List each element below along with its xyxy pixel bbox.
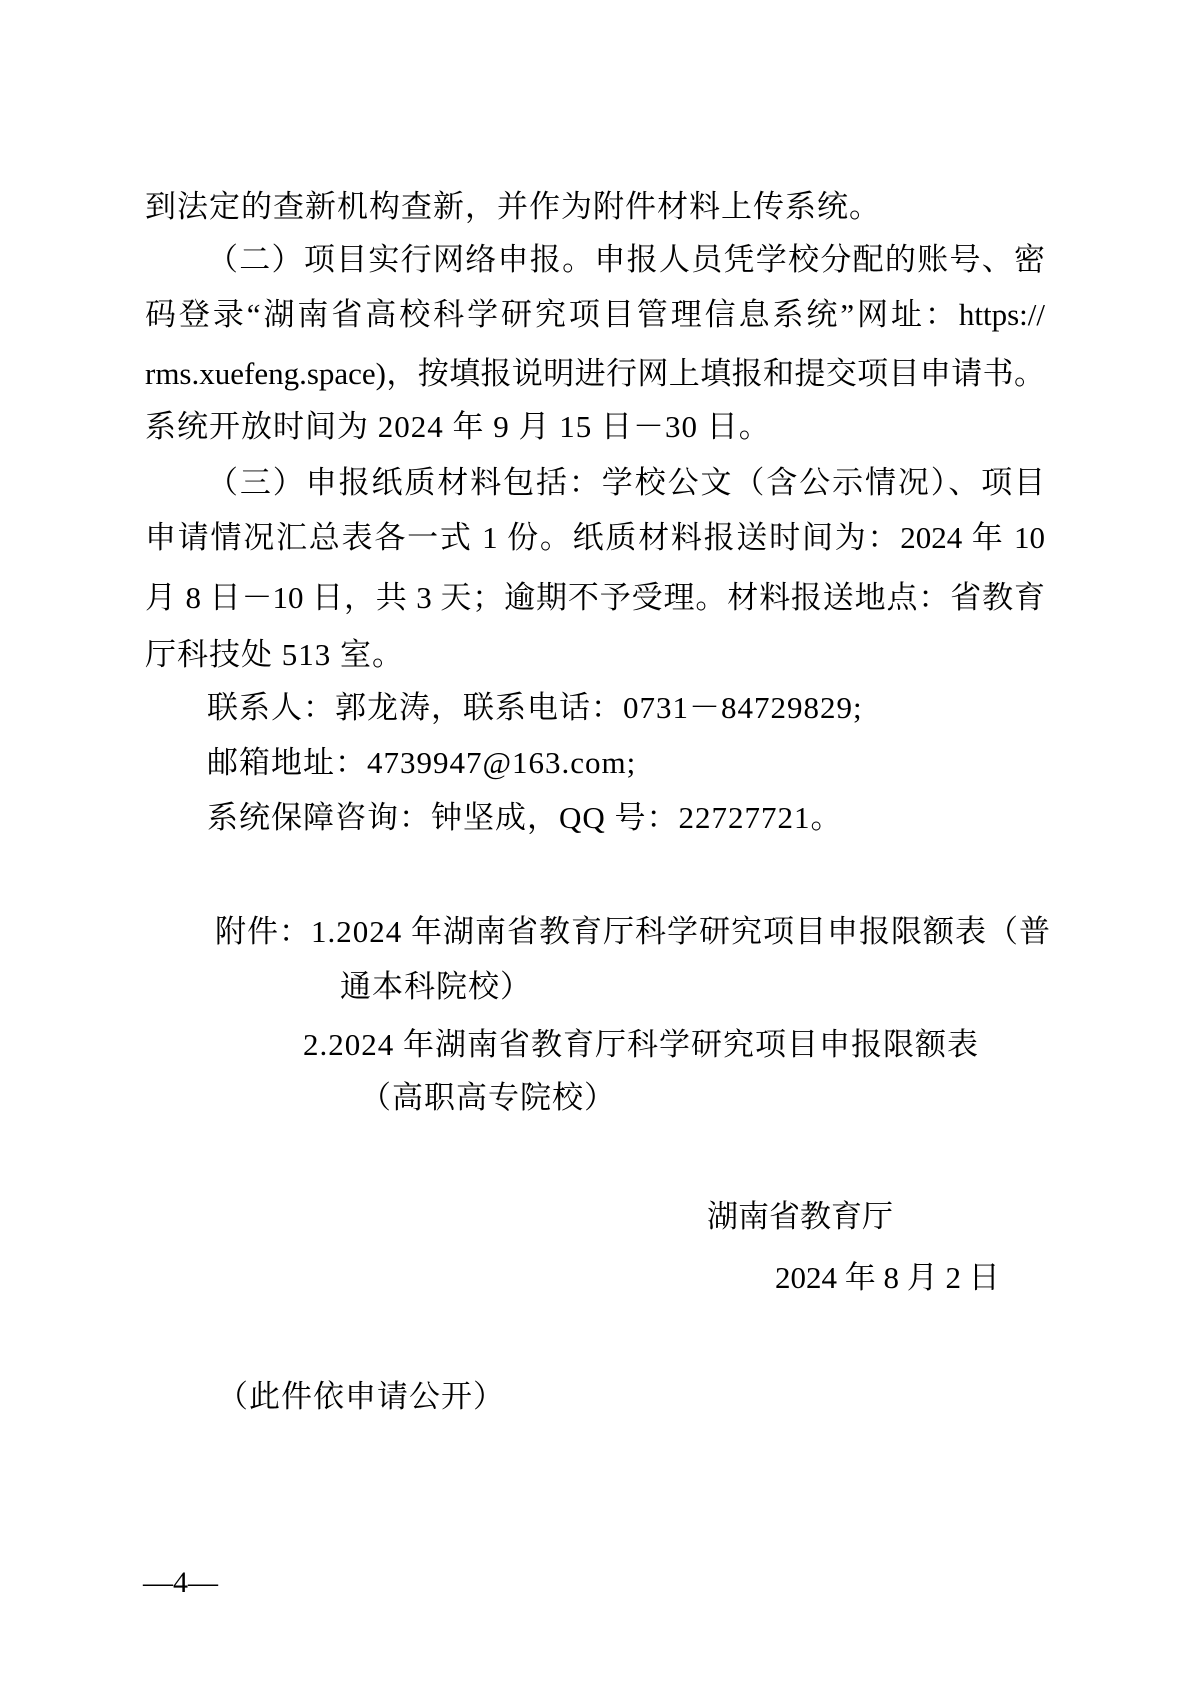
body-text-line: 月 8 日－10 日，共 3 天；逾期不予受理。材料报送地点：省教育 [145,580,1045,615]
attachment-item-1-line-2: 通本科院校） [340,969,532,1004]
body-text-line: （三）申报纸质材料包括：学校公文（含公示情况）、项目 [207,465,1045,500]
contact-line: 系统保障咨询：钟坚成，QQ 号：22727721。 [207,800,843,835]
attachment-item-1-text: 1.2024 年湖南省教育厅科学研究项目申报限额表（普 [311,914,1051,949]
body-text-line: 到法定的查新机构查新，并作为附件材料上传系统。 [145,189,881,224]
contact-line: 邮箱地址：4739947@163.com; [207,745,637,780]
attachment-item-2-line-1: 2.2024 年湖南省教育厅科学研究项目申报限额表 [303,1027,979,1062]
attachment-item-2-line-2: （高职高专院校） [360,1080,616,1115]
body-text-line: 申请情况汇总表各一式 1 份。纸质材料报送时间为：2024 年 10 [145,520,1045,555]
body-text-line: 系统开放时间为 2024 年 9 月 15 日－30 日。 [145,409,771,444]
disclosure-note: （此件依申请公开） [217,1379,505,1414]
page-number: —4— [143,1566,218,1599]
attachments-label: 附件： [215,914,311,949]
body-text-line: （二）项目实行网络申报。申报人员凭学校分配的账号、密 [207,242,1045,277]
contact-line: 联系人：郭龙涛，联系电话：0731－84729829; [207,690,863,725]
signature-date: 2024 年 8 月 2 日 [775,1260,1000,1295]
body-text-line: 厅科技处 513 室。 [145,637,404,672]
body-text-line: rms.xuefeng.space)，按填报说明进行网上填报和提交项目申请书。 [145,356,1045,391]
body-text-line: 码登录“湖南省高校科学研究项目管理信息系统”网址：https:// [145,297,1045,332]
attachment-item-1-line-1 [215,914,1051,950]
signature-organization: 湖南省教育厅 [707,1199,893,1234]
